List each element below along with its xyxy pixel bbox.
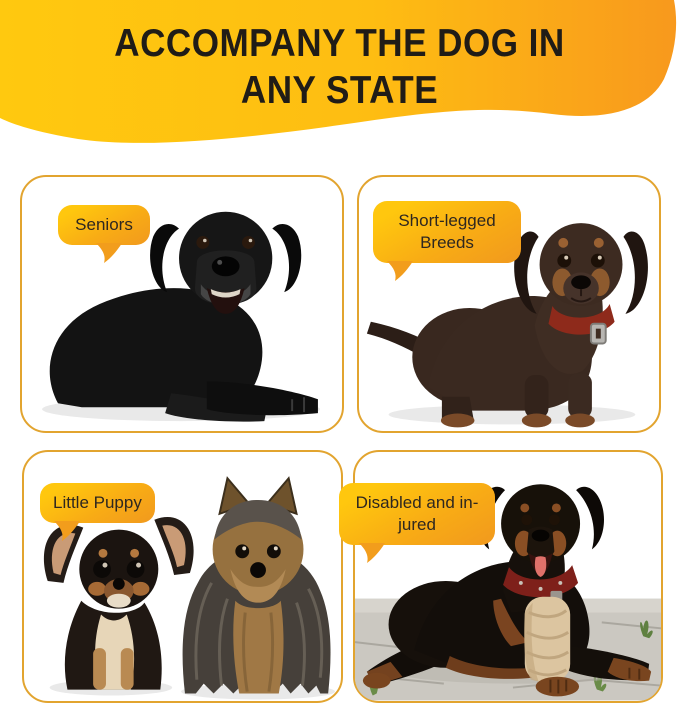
bubble-label: Disabled and in- <box>355 493 479 512</box>
title-line-1: ACCOMPANY THE DOG IN <box>114 22 565 65</box>
label-bubble-disabled <box>339 483 495 545</box>
bubble-tail <box>359 543 387 563</box>
bubble-label: Short-legged <box>398 211 496 230</box>
card-seniors <box>20 175 344 433</box>
bubble-label-line2: jured <box>398 515 436 534</box>
label-bubble-short-legged <box>373 201 521 263</box>
bubble-tail <box>54 521 82 541</box>
card-short-legged-breeds <box>357 175 661 433</box>
bubble-label: Seniors <box>75 215 133 234</box>
bubble-label-line2: Breeds <box>420 233 474 252</box>
card-disabled-and-injured <box>353 450 663 703</box>
bubble-tail <box>96 243 124 263</box>
card-little-puppy <box>22 450 343 703</box>
title-line-2: ANY STATE <box>240 69 439 112</box>
bubble-label: Little Puppy <box>53 493 142 512</box>
header-banner <box>0 0 679 178</box>
bubble-tail <box>387 261 415 281</box>
label-bubble-seniors <box>58 205 150 245</box>
page-title <box>34 20 645 114</box>
label-bubble-little-puppy <box>40 483 155 523</box>
